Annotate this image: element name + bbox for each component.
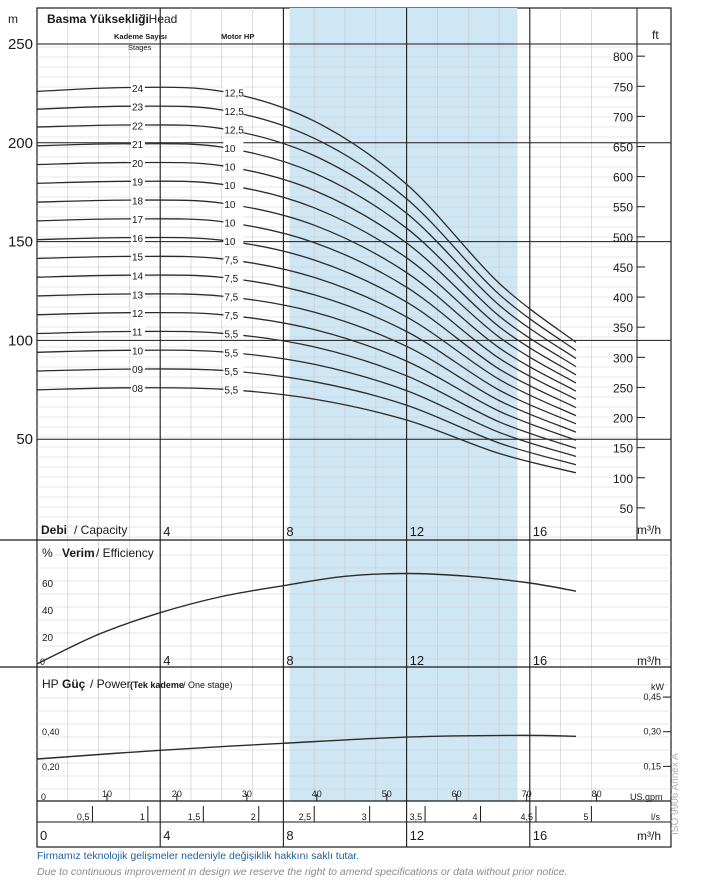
efficiency-y-tick-label: 20 xyxy=(42,633,54,644)
ls-unit: l/s xyxy=(651,812,660,822)
ls-tick-label: 4 xyxy=(472,812,478,822)
usgpm-tick-label: 30 xyxy=(241,789,252,799)
ls-tick-label: 1,5 xyxy=(187,812,201,822)
motor-hp-value: 5,5 xyxy=(224,329,239,341)
ft-tick-label: 250 xyxy=(612,381,633,396)
ft-tick-label: 500 xyxy=(612,230,633,245)
capacity-tick-label: 12 xyxy=(409,524,425,539)
capacity-tick-label: 4 xyxy=(163,524,171,539)
efficiency-zero-label: 0 xyxy=(40,657,46,667)
ls-tick-label: 2 xyxy=(250,812,256,822)
stage-label: 11 xyxy=(131,327,143,339)
ft-tick-label: 450 xyxy=(612,260,633,275)
stage-label: 08 xyxy=(131,384,144,396)
head-y-tick-label: 100 xyxy=(7,332,33,350)
power-y-tick-label: 0,20 xyxy=(42,762,60,772)
bottom-capacity-tick-label: 8 xyxy=(286,828,294,843)
head-title-tr: Basma Yüksekliği xyxy=(47,12,149,26)
ls-tick-label: 4,5 xyxy=(520,812,533,822)
motor-hp-value: 10 xyxy=(224,199,236,211)
bottom-capacity-tick-label: 16 xyxy=(532,828,548,843)
motor-hp-value: 7,5 xyxy=(224,255,239,267)
power-y-tick-label: 0,40 xyxy=(42,727,60,737)
stages-sub-label: Stages xyxy=(128,43,152,52)
ls-tick-label: 5 xyxy=(583,812,589,822)
head-unit-m: m xyxy=(8,12,18,26)
bottom-capacity-unit: m³/h xyxy=(637,829,661,843)
stage-label: 12 xyxy=(131,308,144,320)
stage-label: 10 xyxy=(131,346,144,358)
ft-tick-label: 200 xyxy=(612,411,633,426)
ft-tick-label: 300 xyxy=(612,351,633,366)
motor-hp-value: 7,5 xyxy=(224,292,239,304)
ls-tick-label: 3 xyxy=(361,812,367,822)
stage-label: 16 xyxy=(131,233,144,245)
efficiency-y-tick-label: 60 xyxy=(42,579,54,590)
footer-note-en: Due to continuous improvement in design we reserve the right to amend specifications or data without prior notice. xyxy=(37,866,568,878)
power-unit-kw: kW xyxy=(651,682,664,692)
efficiency-title-tr: Verim xyxy=(62,546,95,560)
power-title-en: / Power xyxy=(90,677,131,691)
efficiency-x-tick-label: 8 xyxy=(286,653,294,668)
bottom-capacity-tick-label: 12 xyxy=(409,828,425,843)
iso-standard-note: ISO 9906 Annex A xyxy=(670,753,681,835)
stages-label: Kademe Sayısı xyxy=(114,32,167,41)
stage-label: 24 xyxy=(131,83,144,95)
motor-hp-value: 12,5 xyxy=(224,125,244,137)
ft-unit-label: ft xyxy=(652,28,659,42)
stage-label: 17 xyxy=(131,215,144,227)
stage-label: 18 xyxy=(131,196,144,208)
motor-hp-value: 5,5 xyxy=(224,385,239,397)
head-y-tick-label: 200 xyxy=(7,134,33,152)
usgpm-tick-label: 60 xyxy=(451,789,462,799)
ft-tick-label: 650 xyxy=(612,140,633,155)
power-note-en: / One stage) xyxy=(183,680,233,690)
ls-tick-label: 3,5 xyxy=(409,812,423,822)
ft-tick-label: 750 xyxy=(612,80,633,95)
stage-label: 09 xyxy=(131,365,144,377)
efficiency-y-tick-label: 40 xyxy=(42,606,54,617)
capacity-title-tr: Debi xyxy=(41,523,68,537)
motor-hp-value: 10 xyxy=(224,144,236,156)
capacity-tick-label: 8 xyxy=(286,524,294,539)
footer-note-tr: Firmamız teknolojik gelişmeler nedeniyle değişiklik hakkını saklı tutar. xyxy=(37,850,360,862)
capacity-tick-label: 16 xyxy=(532,524,548,539)
usgpm-tick-label: 20 xyxy=(171,789,182,799)
usgpm-tick-label: 10 xyxy=(101,789,112,799)
motor-hp-value: 10 xyxy=(224,181,236,193)
head-y-tick-label: 250 xyxy=(7,36,33,53)
ft-tick-label: 600 xyxy=(612,170,633,185)
ft-tick-label: 700 xyxy=(612,110,633,125)
bottom-capacity-tick-label: 0 xyxy=(40,828,48,843)
usgpm-tick-label: 70 xyxy=(521,789,532,799)
ft-tick-label: 550 xyxy=(612,200,633,215)
efficiency-x-tick-label: 4 xyxy=(163,653,171,668)
ls-tick-label: 0,5 xyxy=(76,812,90,822)
efficiency-title-en: / Efficiency xyxy=(96,546,154,560)
efficiency-x-unit: m³/h xyxy=(637,654,661,668)
chart-background xyxy=(37,8,671,847)
stage-label: 23 xyxy=(131,102,144,114)
kw-tick-label: 0,30 xyxy=(643,726,661,737)
power-zero-label: 0 xyxy=(41,792,47,802)
stage-label: 15 xyxy=(131,252,144,264)
stage-label: 19 xyxy=(131,177,144,189)
ft-tick-label: 400 xyxy=(612,291,633,306)
motor-hp-value: 12,5 xyxy=(224,88,244,100)
capacity-unit: m³/h xyxy=(637,523,661,537)
ft-tick-label: 150 xyxy=(612,441,633,456)
head-title-en: / Head xyxy=(142,12,178,26)
motor-hp-value: 5,5 xyxy=(224,348,239,360)
motor-hp-value: 10 xyxy=(224,162,236,174)
ft-tick-label: 100 xyxy=(612,471,633,486)
kw-tick-label: 0,45 xyxy=(643,692,661,703)
usgpm-unit: US.gpm xyxy=(630,792,663,802)
power-title-tr: Güç xyxy=(62,677,86,691)
motor-hp-value: 5,5 xyxy=(224,366,239,378)
power-unit-hp: HP xyxy=(42,677,59,691)
head-y-tick-label: 50 xyxy=(16,431,33,449)
motor-hp-label: Motor HP xyxy=(221,32,255,41)
motor-hp-value: 7,5 xyxy=(224,311,239,323)
motor-hp-value: 12,5 xyxy=(224,106,244,118)
ft-tick-label: 350 xyxy=(612,321,633,336)
stage-label: 14 xyxy=(131,271,144,283)
usgpm-tick-label: 50 xyxy=(381,789,392,799)
stage-label: 20 xyxy=(131,158,144,170)
motor-hp-value: 10 xyxy=(224,236,236,248)
stage-label: 13 xyxy=(131,290,144,302)
usgpm-tick-label: 80 xyxy=(591,789,602,799)
efficiency-x-tick-label: 16 xyxy=(532,653,548,668)
efficiency-x-tick-label: 12 xyxy=(409,653,425,668)
bottom-capacity-tick-label: 4 xyxy=(163,828,171,843)
ls-tick-label: 1 xyxy=(139,812,145,822)
motor-hp-value: 7,5 xyxy=(224,273,239,285)
stage-label: 22 xyxy=(131,121,144,133)
power-note-tr: (Tek kademe xyxy=(130,680,184,690)
motor-hp-value: 10 xyxy=(224,218,236,230)
usgpm-tick-label: 40 xyxy=(311,789,322,799)
ls-tick-label: 2,5 xyxy=(298,812,312,822)
capacity-title-en: / Capacity xyxy=(74,523,128,537)
ft-tick-label: 800 xyxy=(612,50,633,65)
efficiency-unit: % xyxy=(42,546,53,560)
head-y-tick-label: 150 xyxy=(7,233,33,251)
ft-tick-label: 50 xyxy=(619,501,633,516)
kw-tick-label: 0,15 xyxy=(643,761,661,772)
stage-label: 21 xyxy=(131,140,144,152)
